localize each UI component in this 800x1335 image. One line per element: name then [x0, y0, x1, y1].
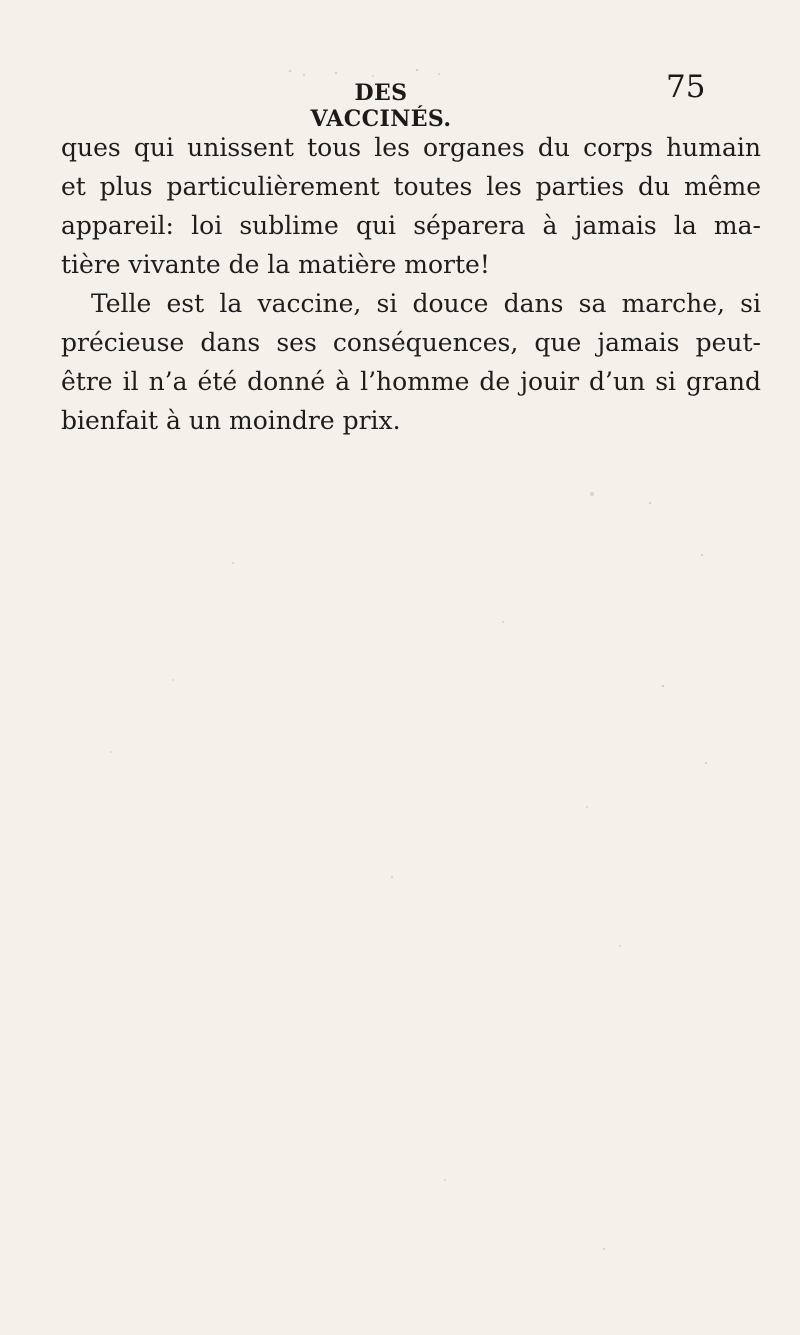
text-line: et plus particulièrement toutes les parties du même	[61, 172, 761, 201]
text-line: être il n’a été donné à l’homme de jouir d’un si grand	[61, 367, 761, 396]
text-line: Telle est la vaccine, si douce dans sa marche, si	[91, 289, 761, 318]
text-line: précieuse dans ses conséquences, que jamais peut-	[61, 328, 761, 357]
text-line: appareil: loi sublime qui séparera à jamais la ma-	[61, 211, 761, 240]
text-line: tière vivante de la matière morte!	[61, 250, 490, 279]
page-number: 75	[666, 69, 706, 105]
running-title: DES VACCINÉS.	[310, 80, 452, 132]
text-line: bienfait à un moindre prix.	[61, 406, 401, 435]
text-line: ques qui unissent tous les organes du corps humain	[61, 133, 761, 162]
body-paragraphs	[61, 128, 761, 440]
